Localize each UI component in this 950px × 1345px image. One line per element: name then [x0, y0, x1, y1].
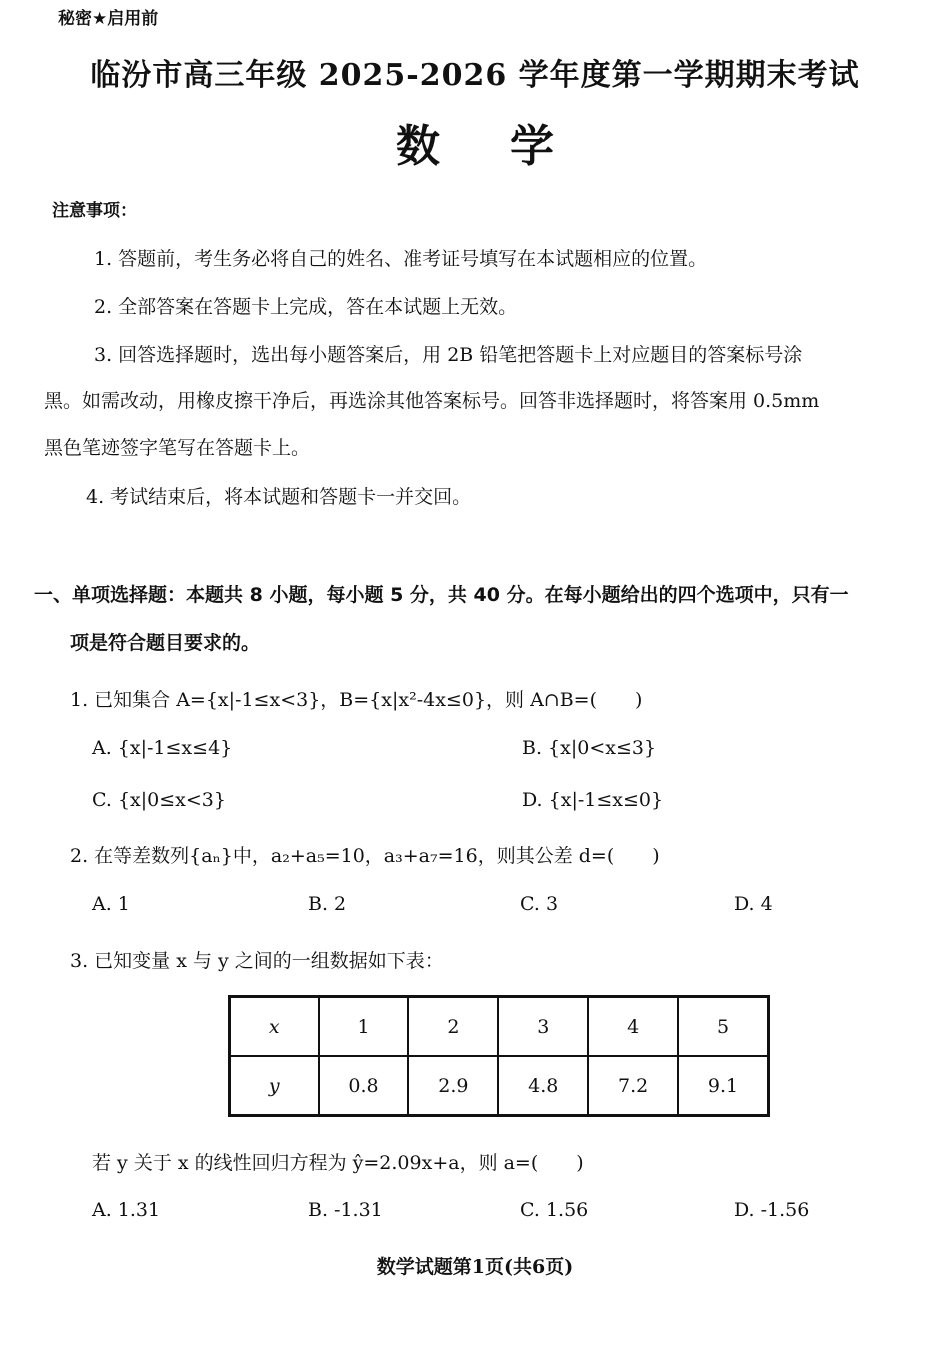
table-cell: 2: [408, 997, 498, 1057]
table-cell: 4.8: [498, 1056, 588, 1116]
table-cell: 7.2: [588, 1056, 678, 1116]
question-2-option-d: D. 4: [734, 893, 773, 915]
table-row: [230, 1056, 769, 1116]
question-3-option-d: D. -1.56: [734, 1199, 810, 1221]
exam-title: 临汾市高三年级 2025-2026 学年度第一学期期末考试: [90, 58, 860, 93]
question-3-stem-2: 若 y 关于 x 的线性回归方程为 ŷ=2.09x+a，则 a=( ): [92, 1152, 584, 1174]
question-1-option-b: B. {x|0<x≤3}: [522, 737, 657, 759]
page-footer: 数学试题第1页(共6页): [376, 1256, 574, 1278]
section-heading-cont: 项是符合题目要求的。: [70, 632, 261, 654]
note-item-3: 3. 回答选择题时，选出每小题答案后，用 2B 铅笔把答题卡上对应题目的答案标号涂: [94, 344, 803, 366]
question-3-stem: 3. 已知变量 x 与 y 之间的一组数据如下表：: [70, 950, 444, 972]
question-3-option-a: A. 1.31: [92, 1199, 161, 1221]
question-2-option-c: C. 3: [520, 893, 559, 915]
question-1-option-c: C. {x|0≤x<3}: [92, 789, 226, 811]
question-3-option-c: C. 1.56: [520, 1199, 589, 1221]
note-item-2: 2. 全部答案在答题卡上完成，答在本试题上无效。: [94, 296, 518, 318]
table-cell: 2.9: [408, 1056, 498, 1116]
subject-title: 数学: [396, 121, 624, 172]
table-cell: 1: [319, 997, 409, 1057]
data-table: [228, 995, 770, 1117]
confidential-label: 秘密★启用前: [58, 9, 159, 29]
table-cell: 4: [588, 997, 678, 1057]
table-cell: 3: [498, 997, 588, 1057]
table-row: [230, 997, 769, 1057]
note-item-1: 1. 答题前，考生务必将自己的姓名、准考证号填写在本试题相应的位置。: [94, 248, 708, 270]
question-2-stem: 2. 在等差数列{aₙ}中，a₂+a₅=10，a₃+a₇=16，则其公差 d=( ): [70, 845, 660, 867]
question-2-option-b: B. 2: [308, 893, 347, 915]
table-cell: 5: [678, 997, 768, 1057]
table-cell: 9.1: [678, 1056, 768, 1116]
question-1-stem: 1. 已知集合 A={x|-1≤x<3}，B={x|x²-4x≤0}，则 A∩B=( ): [70, 689, 643, 711]
section-heading: 一、单项选择题：本题共 8 小题，每小题 5 分，共 40 分。在每小题给出的四个选项中，只有一: [34, 584, 849, 606]
question-3-option-b: B. -1.31: [308, 1199, 383, 1221]
table-cell: x: [230, 997, 319, 1057]
note-item-4: 4. 考试结束后，将本试题和答题卡一并交回。: [86, 486, 472, 508]
question-1-option-d: D. {x|-1≤x≤0}: [522, 789, 664, 811]
question-2-option-a: A. 1: [92, 893, 130, 915]
note-item-3-cont: 黑。如需改动，用橡皮擦干净后，再选涂其他答案标号。回答非选择题时，将答案用 0.5mm: [44, 390, 820, 412]
table-cell: 0.8: [319, 1056, 409, 1116]
notes-heading: 注意事项：: [52, 201, 137, 221]
table-cell: y: [230, 1056, 319, 1116]
question-1-option-a: A. {x|-1≤x≤4}: [92, 737, 233, 759]
note-item-3-cont2: 黑色笔迹签字笔写在答题卡上。: [44, 437, 311, 459]
